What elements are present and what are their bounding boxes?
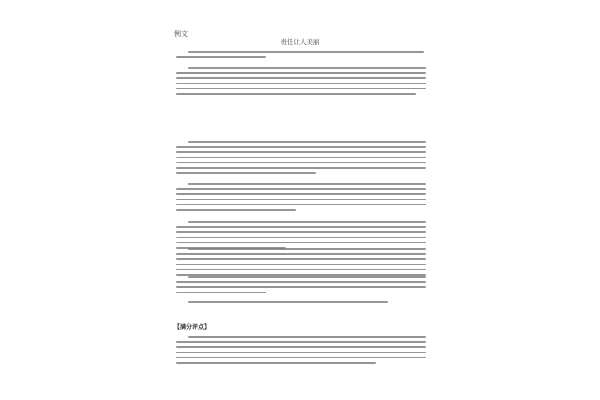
paragraph-3 xyxy=(176,141,426,177)
section-heading: 【满分评点】 xyxy=(174,324,211,331)
paragraph-1 xyxy=(176,51,426,61)
essay-title: 责任让人美丽 xyxy=(280,38,320,46)
paragraph-8 xyxy=(176,301,426,306)
paragraph-4 xyxy=(176,183,426,214)
commentary-paragraph xyxy=(176,336,426,367)
paragraph-7 xyxy=(176,276,426,297)
doc-label: 例文 xyxy=(174,30,188,38)
paragraph-2 xyxy=(176,67,426,98)
paragraph-6 xyxy=(176,248,426,279)
